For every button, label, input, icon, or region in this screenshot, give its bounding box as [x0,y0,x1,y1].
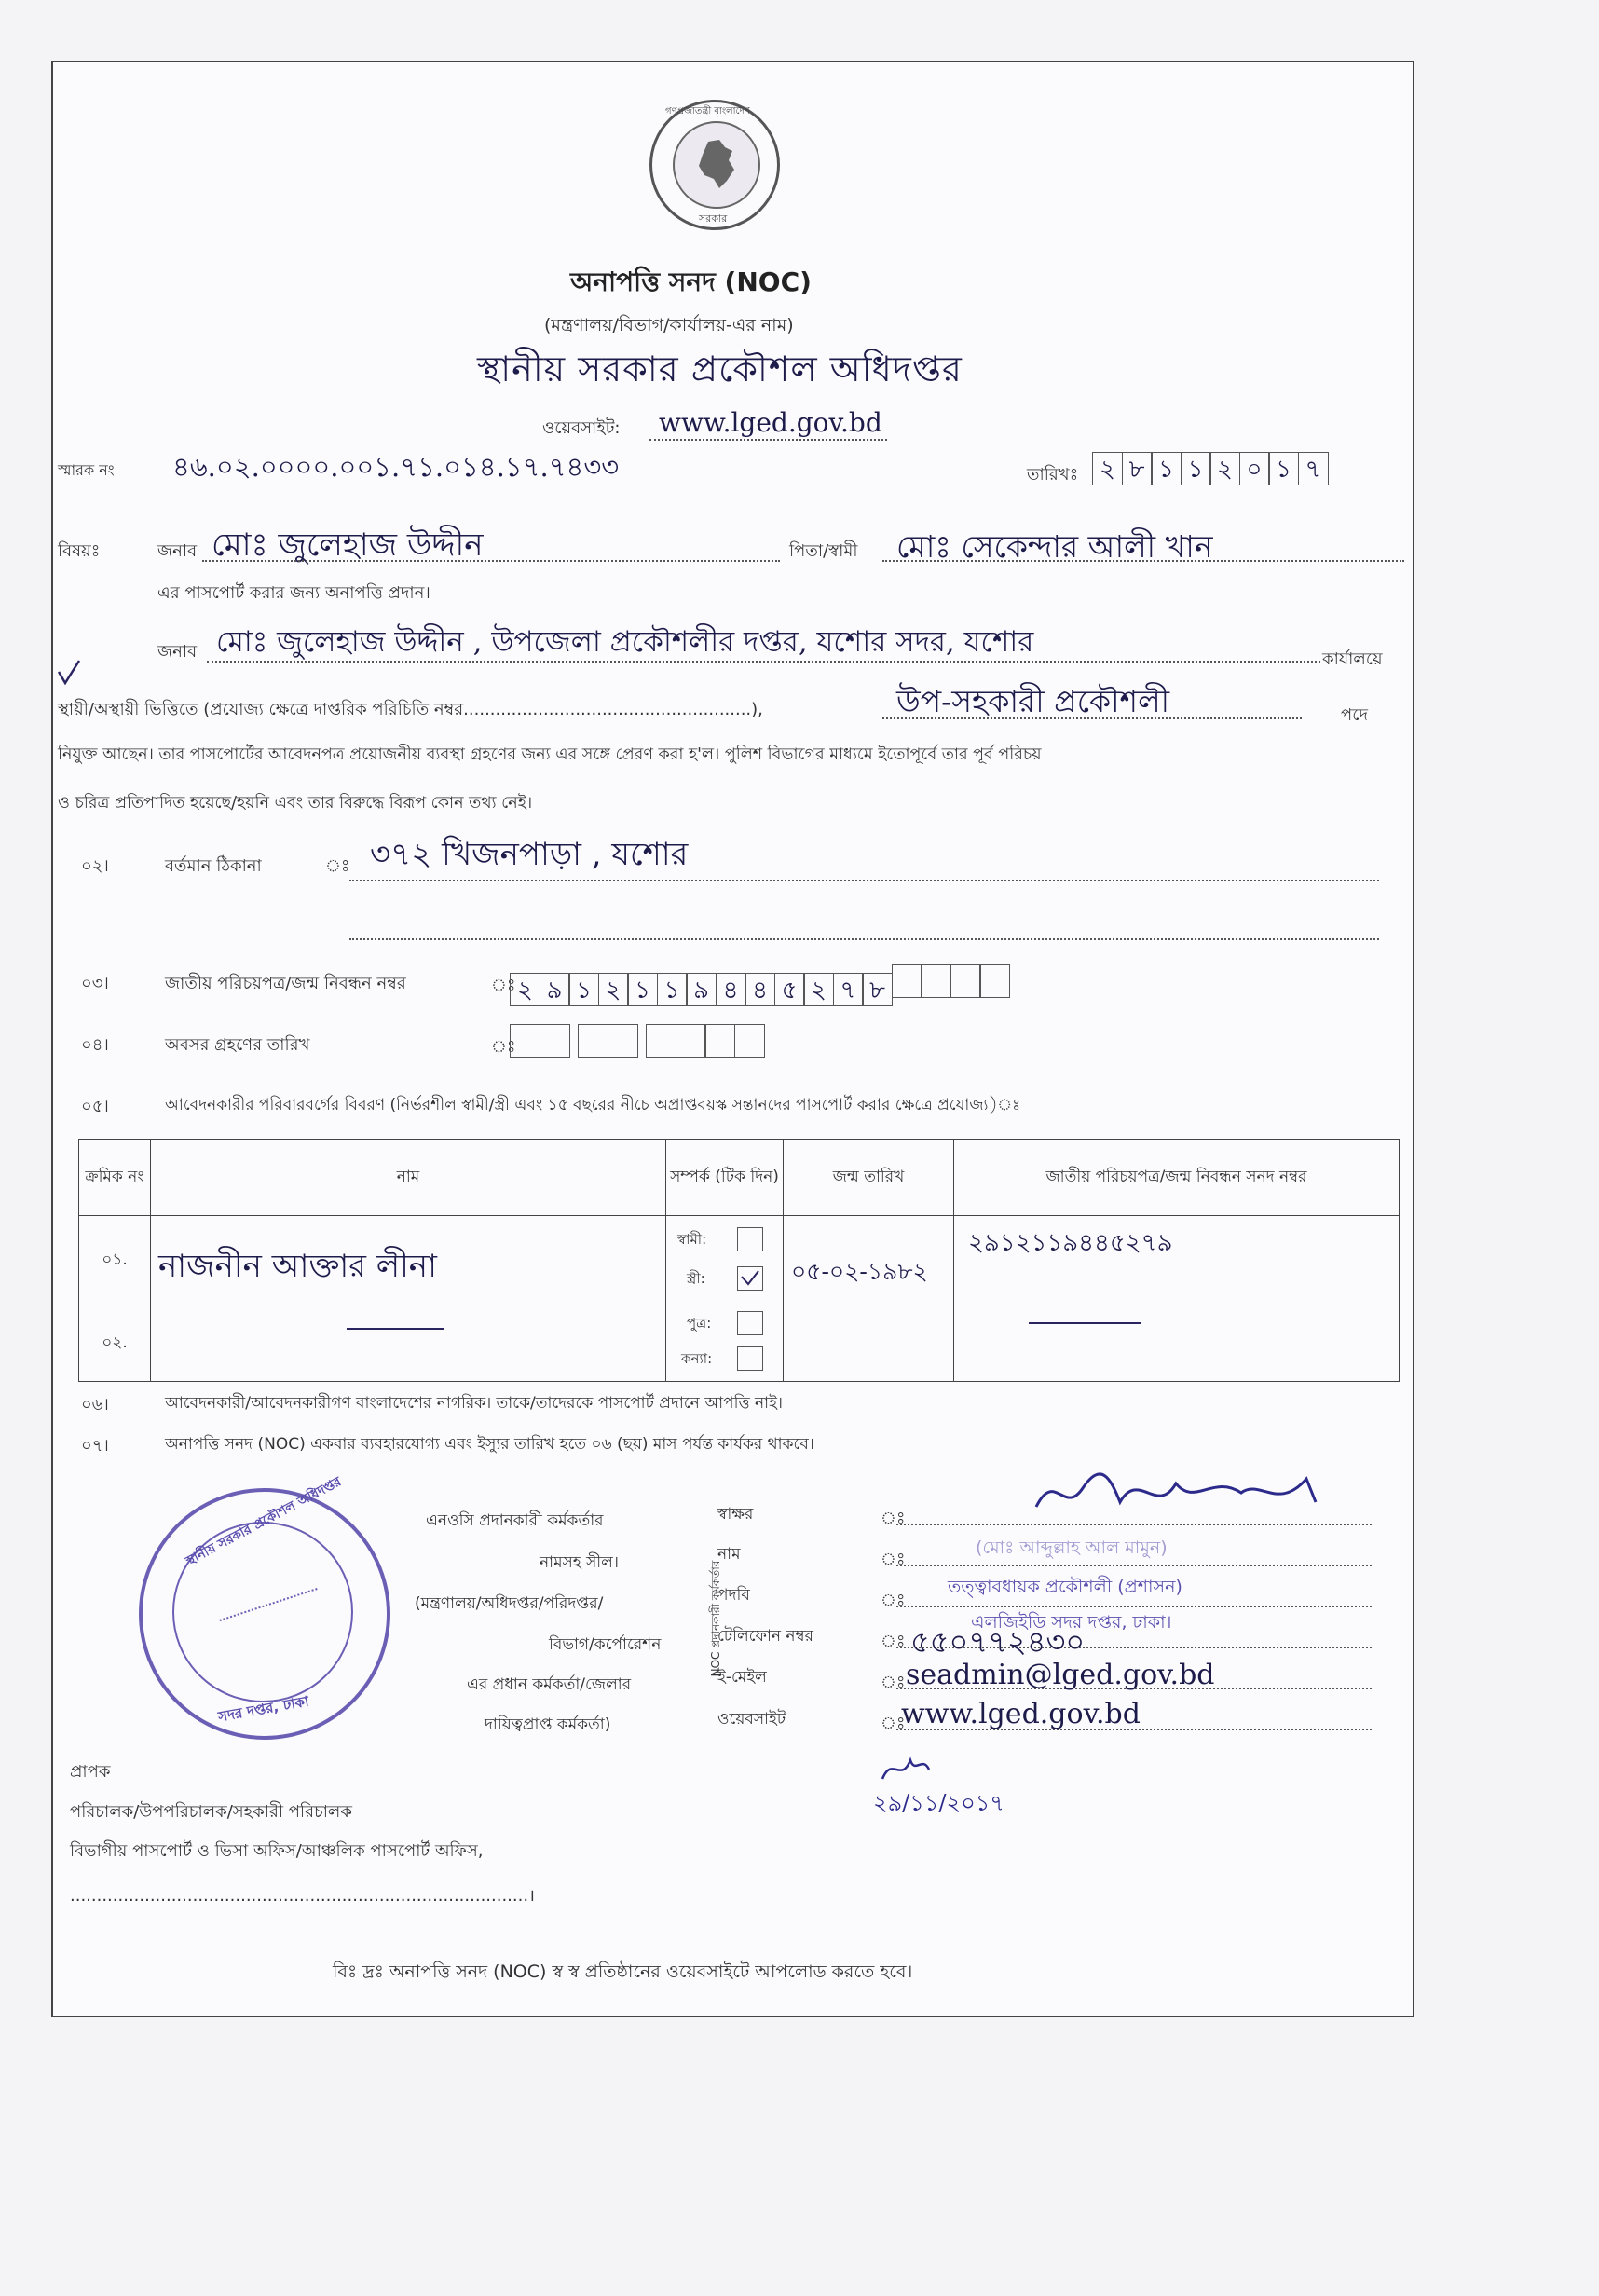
row2-rel1-label: পুত্র: [687,1315,712,1332]
emblem-text-bottom: সরকার [699,212,728,225]
officer-signature [1027,1460,1325,1525]
present-address: ৩৭২ খিজনপাড়া , যশোর [370,836,689,873]
digit-box[interactable]: ২ [803,973,834,1006]
website-value: www.lged.gov.bd [659,407,882,438]
officer-website: www.lged.gov.bd [901,1698,1141,1730]
digit-box[interactable]: ৮ [1122,452,1153,485]
issuer-brace [676,1505,686,1736]
row1-serial: ০১. [79,1216,151,1305]
emblem-text-top: গণপ্রজাতন্ত্রী বাংলাদেশ [665,106,750,116]
recipient-line-1: পরিচালক/উপপরিচালক/সহকারী পরিচালক [70,1802,352,1822]
noc-vertical-label: NOC প্রদানকারী কর্মকর্তার [709,1560,722,1677]
seal-text-bottom: সদর দপ্তর, ঢাকা [216,1692,310,1726]
item-02-label: বর্তমান ঠিকানা [165,856,262,876]
digit-box[interactable]: ৭ [1298,452,1329,485]
officer-office-stamp: এলজিইডি সদর দপ্তর, ঢাকা। [971,1612,1172,1633]
digit-box[interactable]: ১ [1151,452,1182,485]
row2-nid-dash [1029,1322,1141,1324]
recipient-line-3: ......................................................................................। [70,1886,535,1906]
ministry-caption: (মন্ত্রণালয়/বিভাগ/কার্যালয়-এর নাম) [544,315,794,335]
issuer-left-line-5: এর প্রধান কর্মকর্তা/জেলার [467,1675,632,1694]
office-suffix: কার্যালয়ে [1322,649,1383,669]
digit-box[interactable]: ১ [1181,452,1211,485]
digit-box[interactable]: ১ [1268,452,1299,485]
digit-box[interactable]: ৭ [833,973,864,1006]
designation: উপ-সহকারী প্রকৌশলী [896,683,1170,719]
field-name-label: নাম [718,1545,741,1564]
note-06: আবেদনকারী/আবেদনকারীগণ বাংলাদেশের নাগরিক। তাকে/তাদেরকে পাসপোর্ট প্রদানে আপত্তি নাই। [165,1394,784,1413]
date-label: তারিখঃ [1027,465,1079,485]
item-02-colon: ঃ [325,856,350,876]
item-05-label: আবেদনকারীর পরিবারবর্গের বিবরণ (নির্ভরশীল স্বামী/স্ত্রী এবং ১৫ বছরের নীচে অপ্রাপ্তবয়স্ক সন্তানদের পাসপোর্ট করার ক্ষেত্রে প্রযোজ্য)ঃ [165,1096,1021,1114]
field-phone-label: টেলিফোন নম্বর [718,1627,813,1646]
col-relation: সম্পর্ক (টিক দিন) [666,1140,784,1216]
officer-name-stamp: (মোঃ আব্দুল্লাহ আল মামুন) [976,1538,1168,1558]
issuer-left-line-4: বিভাগ/কর্পোরেশন [549,1635,662,1654]
digit-box[interactable]: ২ [510,973,540,1006]
retirement-date-boxes [510,1024,763,1061]
note-07-number: ০৭। [81,1436,109,1456]
daughter-checkbox[interactable] [737,1346,763,1371]
row2-rel2-label: কন্যা: [681,1350,713,1367]
memo-number: ৪৬.০২.০০০০.০০১.৭১.০১৪.১৭.৭৪৩৩ [172,451,620,483]
digit-box[interactable]: ২ [598,973,629,1006]
issuer-left-line-2: নামসহ সীল। [540,1553,619,1572]
col-serial: ক্রমিক নং [79,1140,151,1216]
field-email-label: ই-মেইল [718,1668,767,1687]
status-line: স্থায়ী/অস্থায়ী ভিত্তিতে (প্রযোজ্য ক্ষেত্রে দাপ্তরিক পরিচিতি নম্বর......................................................), [58,700,763,719]
initials-signature [878,1751,934,1788]
digit-box[interactable]: ৮ [862,973,893,1006]
document-title: অনাপত্তি সনদ (NOC) [570,266,812,297]
seal-text-top: স্থানীয় সরকার প্রকৌশল অধিদপ্তর [184,1474,344,1569]
father-name: মোঃ সেকেন্দার আলী খান [896,528,1213,565]
memo-label: স্মারক নং [58,461,115,479]
date-boxes [1092,452,1327,485]
issuer-left-line-1: এনওসি প্রদানকারী কর্মকর্তার [426,1511,604,1530]
office-name: স্থানীয় সরকার প্রকৌশল অধিদপ্তর [477,348,963,390]
row1-rel1-label: স্বামী: [677,1231,707,1248]
col-name: নাম [151,1140,666,1216]
table-row [79,1305,1400,1382]
digit-box[interactable]: ০ [1239,452,1270,485]
officer-phone-value: ৫৫০৭৭২৪৩০ [910,1624,1086,1660]
digit-box[interactable]: ১ [627,973,658,1006]
recipient-line-2: বিভাগীয় পাসপোর্ট ও ভিসা অফিস/আঞ্চলিক পাসপোর্ট অফিস, [70,1841,484,1861]
row1-name: নাজনীন আক্তার লীনা [158,1248,437,1285]
row2-dash [347,1328,444,1330]
tick-mark-icon [57,659,81,690]
item-02-number: ০২। [81,856,109,876]
digit-box[interactable]: ১ [568,973,599,1006]
item-03-label: জাতীয় পরিচয়পত্র/জন্ম নিবন্ধন নম্বর [165,974,406,993]
digit-box[interactable] [921,964,951,998]
field-designation-label: পদবি [718,1586,750,1605]
digit-box[interactable]: ৯ [540,973,570,1006]
field-website-label: ওয়েবসাইট [718,1710,786,1729]
item-03-number: ০৩। [81,974,109,993]
field-signature-label: স্বাক্ষর [718,1505,754,1524]
subject-label: বিষয়ঃ [58,541,101,561]
initials-date: ২৯/১১/২০১৭ [873,1790,1004,1816]
officer-designation-stamp: তত্ত্বাবধায়ক প্রকৌশলী (প্রশাসন) [948,1577,1182,1597]
recipient-label: প্রাপক [70,1762,111,1782]
bangladesh-map-icon [691,138,740,190]
digit-box[interactable]: ৪ [716,973,746,1006]
father-label: পিতা/স্বামী [789,541,858,561]
col-nid: জাতীয় পরিচয়পত্র/জন্ম নিবন্ধন সনদ নম্বর [954,1140,1400,1216]
row1-rel2-label: স্ত্রী: [687,1270,705,1287]
row1-nid: ২৯১২১১৯৪৪৫২৭৯ [968,1229,1173,1257]
row1-dob: ০৫-০২-১৯৮২ [791,1258,928,1285]
son-checkbox[interactable] [737,1311,763,1335]
issuer-left-line-6: দায়িত্বপ্রাপ্ত কর্মকর্তা) [485,1715,611,1734]
digit-box[interactable]: ৪ [745,973,775,1006]
janab-label: জনাব [157,541,198,561]
officer-email: seadmin@lged.gov.bd [906,1659,1215,1691]
family-table [78,1139,1400,1382]
footer-note: বিঃ দ্রঃ অনাপত্তি সনদ (NOC) স্ব স্ব প্রতিষ্ঠানের ওয়েবসাইটে আপলোড করতে হবে। [333,1961,913,1982]
row2-serial: ০২. [79,1305,151,1382]
digit-box[interactable] [979,964,1010,998]
applicant-name: মোঃ জুলেহাজ উদ্দীন [212,526,484,564]
item-04-colon: ঃ [491,1037,516,1057]
janab-label-2: জনাব [157,642,198,662]
note-06-number: ০৬। [81,1395,109,1414]
item-05-number: ০৫। [81,1097,109,1116]
digit-box[interactable]: ২ [1092,452,1123,485]
col-dob: জন্ম তারিখ [784,1140,954,1216]
table-row [79,1216,1400,1305]
digit-box[interactable]: ৯ [686,973,717,1006]
digit-box[interactable] [892,964,922,998]
digit-box[interactable]: ২ [1210,452,1240,485]
issuer-left-line-3: (মন্ত্রণালয়/অধিদপ্তর/পরিদপ্তর/ [415,1594,604,1613]
nid-boxes [510,964,1009,1006]
husband-checkbox[interactable] [737,1227,763,1251]
item-04-label: অবসর গ্রহণের তারিখ [165,1035,310,1055]
digit-box[interactable] [950,964,981,998]
applicant-office: মোঃ জুলেহাজ উদ্দীন , উপজেলা প্রকৌশলীর দপ্তর, যশোর সদর, যশোর [216,625,1034,659]
noc-form: গণপ্রজাতন্ত্রী বাংলাদেশ সরকার অনাপত্তি সনদ (NOC) (মন্ত্রণালয়/বিভাগ/কার্যালয়-এর নাম) স্থানীয় সরকার প্রকৌশল অধিদপ্তর ওয়েবসাইট: www.lged.gov.bd স্মারক নং ৪৬.০২.০০০০.০০১.৭১.০১৪.১৭.৭৪৩৩ তারিখঃ ২ ৮ ১ ১ ২ ০ ১ ৭ বিষয়ঃ জনাব মোঃ জুলেহাজ উদ্দীন পিতা/স্বামী মোঃ সেকেন্দার আলী খান এর পাসপোর্ট করার জন্য অনাপত্তি প্রদান। জনাব মোঃ জুলেহাজ উদ্দীন , উপজেলা প্রকৌশলীর দপ্তর, যশোর সদর, যশোর কার্যালয়ে স্থায়ী/অস্থায়ী ভিত্তিতে (প্রযোজ্য ক্ষেত্রে দাপ্তরিক পরিচিতি নম্বর......................................................), উপ-সহকারী প্রকৌশলী পদে নিযুক্ত আছেন। তার পাসপোর্টের আবেদনপত্র প্রয়োজনীয় ব্যবস্থা গ্রহণের জন্য এর সঙ্গে প্রেরণ করা হ'ল। পুলিশ বিভাগের মাধ্যমে ইতোপূর্বে তার পূর্ব পরিচয় ও চরিত্র প্রতিপাদিত হয়েছে/হয়নি এবং তার বিরুদ্ধে বিরূপ কোন তথ্য নেই। ০২। বর্তমান ঠিকানা ঃ ৩৭২ খিজনপাড়া , যশোর ০৩। জাতীয় পরিচয়পত্র/জন্ম নিবন্ধন নম্বর ঃ ২ ৯ ১ ২ ১ ১ ৯ ৪ ৪ ৫ ২ ৭ ৮ ০৪। অবসর গ্রহণের তারিখ ঃ ০৫। আবেদনকারীর পরিবারবর্গের বিবরণ (নির্ভরশীল স্বামী/স্ত্রী এবং ১৫ বছরের নীচে অপ্রাপ্তবয়স্ক সন্তানদের পাসপোর্ট করার ক্ষেত্রে প্রযোজ্য)ঃ ক্রমিক নং নাম সম্পর্ক (টিক দিন) জন্ম তারিখ জাতীয় পরিচয়পত্র/জন্ম নিবন্ধন সনদ নম্বর ০১. নাজনীন আক্তার লীনা স্বামী: স্ত্রী: ০৫-০২-১৯৮২ ২৯১২১১৯৪৪৫২৭৯ ০২. পুত্র: কন্যা: ০৬। আবেদনকারী/আবেদনকারীগণ বাংলাদেশের নাগরিক। তাকে/তাদেরকে পাসপোর্ট প্রদানে আপত্তি নাই। ০৭। অনাপত্তি সনদ (NOC) একবার ব্যবহারযোগ্য এবং ইস্যুর তারিখ হতে ০৬ (ছয়) মাস পর্যন্ত কার্যকর থাকবে। স্থানীয় সরকার প্রকৌশল অধিদপ্তর সদর দপ্তর, ঢাকা এনওসি প্রদানকারী কর্মকর্তার নামসহ সীল। (মন্ত্রণালয়/অধিদপ্তর/পরিদপ্তর/ বিভাগ/কর্পোরেশন এর প্রধান কর্মকর্তা/জেলার দায়িত্বপ্রাপ্ত কর্মকর্তা) NOC প্রদানকারী কর্মকর্তার স্বাক্ষর নাম পদবি টেলিফোন নম্বর ই-মেইল ওয়েবসাইট ঃ ঃ ঃ ঃ ঃ ঃ (মোঃ আব্দুল্লাহ আল মামুন) তত্ত্বাবধায়ক প্রকৌশলী (প্রশাসন) এলজিইডি সদর দপ্তর, ঢাকা। ৫৫০৭৭২৪৩০ seadmin@lged.gov.bd www.lged.gov.bd ২৯/১১/২০১৭ প্রাপক পরিচালক/উপপরিচালক/সহকারী পরিচালক বিভাগীয় পাসপোর্ট ও ভিসা অফিস/আঞ্চলিক পাসপোর্ট অফিস, ......................................................................................। বিঃ দ্রঃ অনাপত্তি সনদ (NOC) স্ব স্ব প্রতিষ্ঠানের ওয়েবসাইটে আপলোড করতে হবে। [51,61,1414,2017]
designation-suffix: পদে [1341,705,1368,725]
note-07: অনাপত্তি সনদ (NOC) একবার ব্যবহারযোগ্য এবং ইস্যুর তারিখ হতে ০৬ (ছয়) মাস পর্যন্ত কার্যকর থাকবে। [165,1435,814,1454]
body-line-2: ও চরিত্র প্রতিপাদিত হয়েছে/হয়নি এবং তার বিরুদ্ধে বিরূপ কোন তথ্য নেই। [58,794,533,813]
passport-line: এর পাসপোর্ট করার জন্য অনাপত্তি প্রদান। [157,583,430,603]
office-seal [139,1474,390,1740]
wife-checkbox[interactable] [737,1266,763,1291]
item-03-colon: ঃ [491,976,516,995]
body-line-1: নিযুক্ত আছেন। তার পাসপোর্টের আবেদনপত্র প্রয়োজনীয় ব্যবস্থা গ্রহণের জন্য এর সঙ্গে প্রেরণ করা হ'ল। পুলিশ বিভাগের মাধ্যমে ইতোপূর্বে তার পূর্ব পরিচয় [58,745,1042,764]
website-label: ওয়েবসাইট: [542,418,621,438]
government-emblem [649,100,780,230]
item-04-number: ০৪। [81,1035,109,1055]
digit-box[interactable]: ১ [657,973,688,1006]
digit-box[interactable]: ৫ [774,973,805,1006]
